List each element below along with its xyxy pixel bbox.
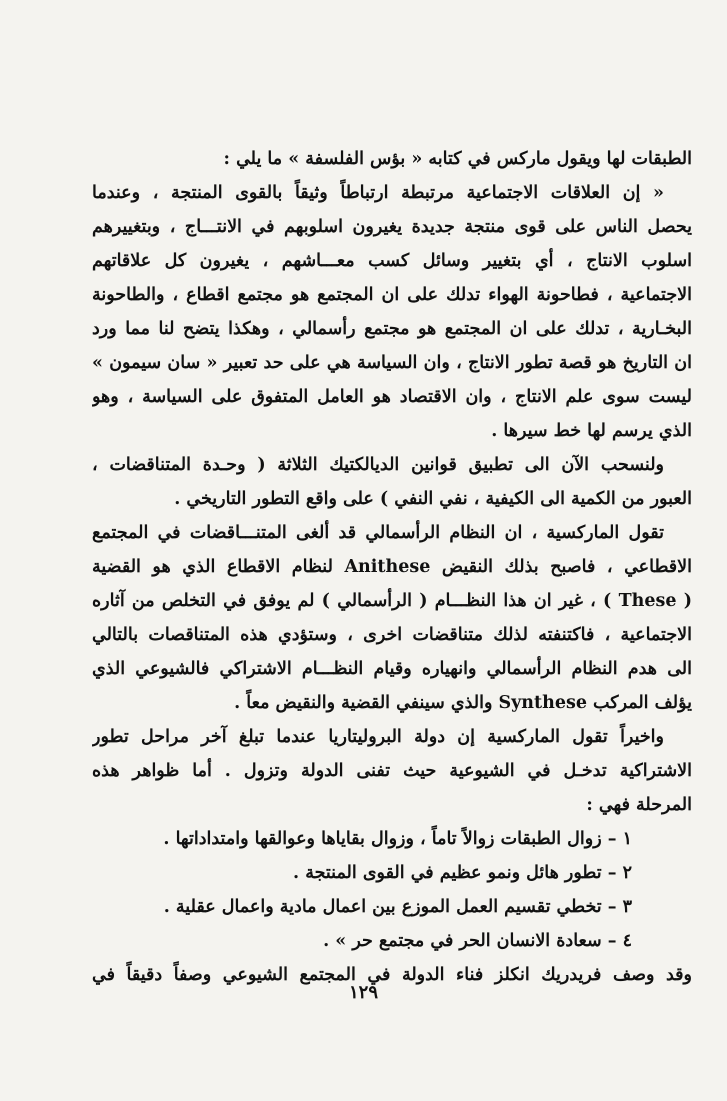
text-line: تقول الماركسية ، ان النظام الرأسمالي قد ألغى المتنـــاقضات في المجتمع (92, 523, 664, 543)
text-line: يحصل الناس على قوى منتجة جديدة يغيرون اسلوبهم في الانتـــاج ، وبتغييرهم (92, 217, 692, 237)
text-line: « إن العلاقات الاجتماعية مرتبطة ارتباطاً وثيقاً بالقوى المنتجة ، وعندما (92, 183, 664, 203)
text-line: وقد وصف فريدريك انكلز فناء الدولة في المجتمع الشيوعي وصفاً دقيقاً في (92, 965, 692, 985)
text-line: ليست سوى علم الانتاج ، وان الاقتصاد هو العامل المتفوق على السياسة ، وهو (92, 387, 692, 407)
text-line: يؤلف المركب Synthese والذي سينفي القضية والنقيض معاً . (234, 693, 692, 713)
text-line: اسلوب الانتاج ، أي بتغيير وسائل كسب معـــاشهم ، يغيرون كل علاقاتهم (92, 251, 692, 271)
text-line: المرحلة فهي : (586, 795, 692, 815)
text-line: الطبقات لها ويقول ماركس في كتابه « بؤس الفلسفة » ما يلي : (223, 149, 692, 169)
page-number: ١٢٩ (348, 982, 378, 1003)
list-item: ٣ – تخطي تقسيم العمل الموزع بين اعمال مادية واعمال عقلية . (163, 897, 632, 917)
text-line: الذي يرسم لها خط سيرها . (491, 421, 692, 441)
text-line: الى هدم النظام الرأسمالي وانهياره وقيام النظـــام الاشتراكي فالشيوعي الذي (92, 659, 692, 679)
text-line: ( These ) ، غير ان هذا النظـــام ( الرأسمالي ) لم يوفق في التخلص من آثاره (92, 591, 692, 611)
text-line: الاجتماعية ، فطاحونة الهواء تدلك على ان المجتمع هو مجتمع اقطاع ، والطاحونة (92, 285, 692, 305)
text-line: الاقطاعي ، فاصبح بذلك النقيض Anithese لنظام الاقطاع الذي هو القضية (92, 557, 692, 577)
list-item: ٢ – تطور هائل ونمو عظيم في القوى المنتجة . (293, 863, 632, 883)
text-line: واخيراً تقول الماركسية إن دولة البروليتاريا عندما تبلغ آخر مراحل تطور (92, 727, 664, 747)
text-line: ولنسحب الآن الى تطبيق قوانين الديالكتيك الثلاثة ( وحـدة المتناقضات ، (92, 455, 664, 475)
list-item: ٤ – سعادة الانسان الحر في مجتمع حر » . (323, 931, 632, 951)
list-item: ١ – زوال الطبقات زوالاً تاماً ، وزوال بقاياها وعوالقها وامتداداتها . (163, 829, 632, 849)
body-text (92, 142, 692, 992)
text-line: البخـارية ، تدلك على ان المجتمع هو مجتمع رأسمالي ، وهكذا يتضح لنا مما ورد (92, 319, 692, 339)
text-line: ان التاريخ هو قصة تطور الانتاج ، وان السياسة هي على حد تعبير « سان سيمون » (92, 353, 692, 373)
text-line: الاجتماعية ، فاكتنفته لذلك متناقضات اخرى ، وستؤدي هذه المتناقصات بالتالي (92, 625, 692, 645)
text-line: العبور من الكمية الى الكيفية ، نفي النفي ) على واقع التطور التاريخي . (174, 489, 692, 509)
text-line: الاشتراكية تدخـل في الشيوعية حيث تفنى الدولة وتزول . أما ظواهر هذه (92, 761, 692, 781)
